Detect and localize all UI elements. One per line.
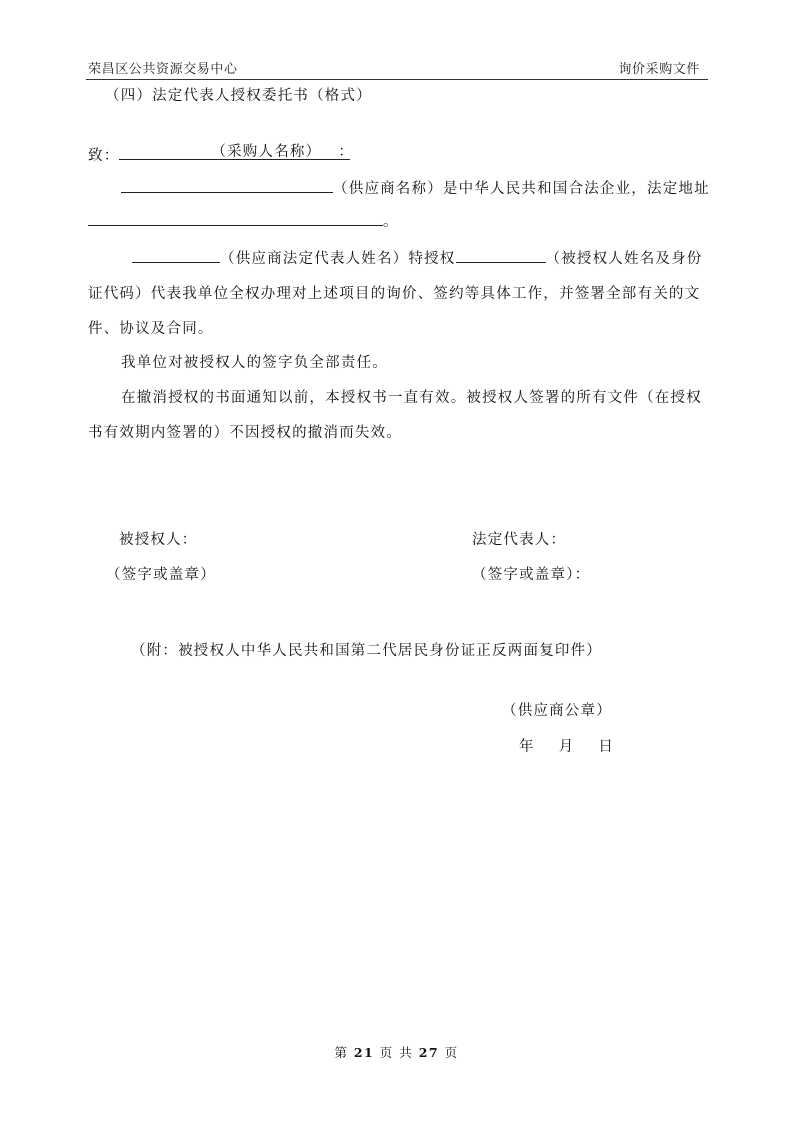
to-line bbox=[88, 144, 355, 166]
authorized-person-label: 被授权人： bbox=[119, 532, 198, 548]
supplier-name-blank bbox=[121, 178, 333, 193]
para1-line2 bbox=[88, 211, 399, 232]
para1-text: （供应商名称）是中华人民共和国合法企业，法定地址 bbox=[333, 181, 710, 197]
date-year: 年 bbox=[519, 739, 535, 755]
to-colon: ： bbox=[338, 144, 355, 160]
para4-line1: 在撤消授权的书面通知以前，本授权书一直有效。被授权人签署的所有文件（在授权 bbox=[121, 390, 702, 406]
para1-line1 bbox=[121, 178, 710, 199]
footer-mid: 页 共 bbox=[379, 1045, 414, 1060]
page-footer bbox=[0, 1043, 793, 1061]
supplier-seal: （供应商公章） bbox=[502, 703, 612, 719]
authorized-person-blank bbox=[456, 248, 546, 263]
purchaser-placeholder: （采购人名称） bbox=[211, 144, 322, 160]
para2-line2: 证代码）代表我单位全权办理对上述项目的询价、签约等具体工作，并签署全部有关的文 bbox=[88, 286, 701, 302]
para1-end: 。 bbox=[383, 214, 399, 230]
date-day: 日 bbox=[598, 739, 615, 755]
authorized-person-signature: （签字或盖章） bbox=[106, 567, 216, 583]
para2-line3: 件、协议及合同。 bbox=[88, 321, 214, 337]
para2-seg1: （供应商法定代表人姓名）特授权 bbox=[220, 251, 456, 267]
legal-rep-signature: （签字或盖章）： bbox=[472, 567, 591, 583]
header-doc-type: 询价采购文件 bbox=[618, 62, 700, 77]
to-label: 致： bbox=[88, 148, 120, 164]
header-org-name: 荣昌区公共资源交易中心 bbox=[88, 62, 238, 77]
date-line bbox=[519, 737, 614, 757]
footer-suffix: 页 bbox=[444, 1045, 459, 1060]
legal-address-blank bbox=[88, 211, 383, 226]
legal-rep-label: 法定代表人： bbox=[472, 532, 567, 548]
para3: 我单位对被授权人的签字负全部责任。 bbox=[121, 355, 388, 371]
attachment-note: （附：被授权人中华人民共和国第二代居民身份证正反两面复印件） bbox=[131, 643, 602, 659]
para2-line1 bbox=[132, 248, 703, 269]
date-month: 月 bbox=[558, 739, 575, 755]
footer-page-number: 21 bbox=[353, 1045, 375, 1060]
purchaser-name-blank bbox=[119, 144, 355, 160]
section-heading: （四）法定代表人授权委托书（格式） bbox=[105, 88, 372, 104]
header-divider bbox=[86, 79, 708, 80]
legal-rep-name-blank bbox=[132, 248, 220, 263]
footer-prefix: 第 bbox=[334, 1045, 349, 1060]
para4-line2: 书有效期内签署的）不因授权的撤消而失效。 bbox=[88, 425, 402, 441]
footer-total-pages: 27 bbox=[418, 1045, 440, 1060]
para2-seg2: （被授权人姓名及身份 bbox=[545, 251, 703, 267]
